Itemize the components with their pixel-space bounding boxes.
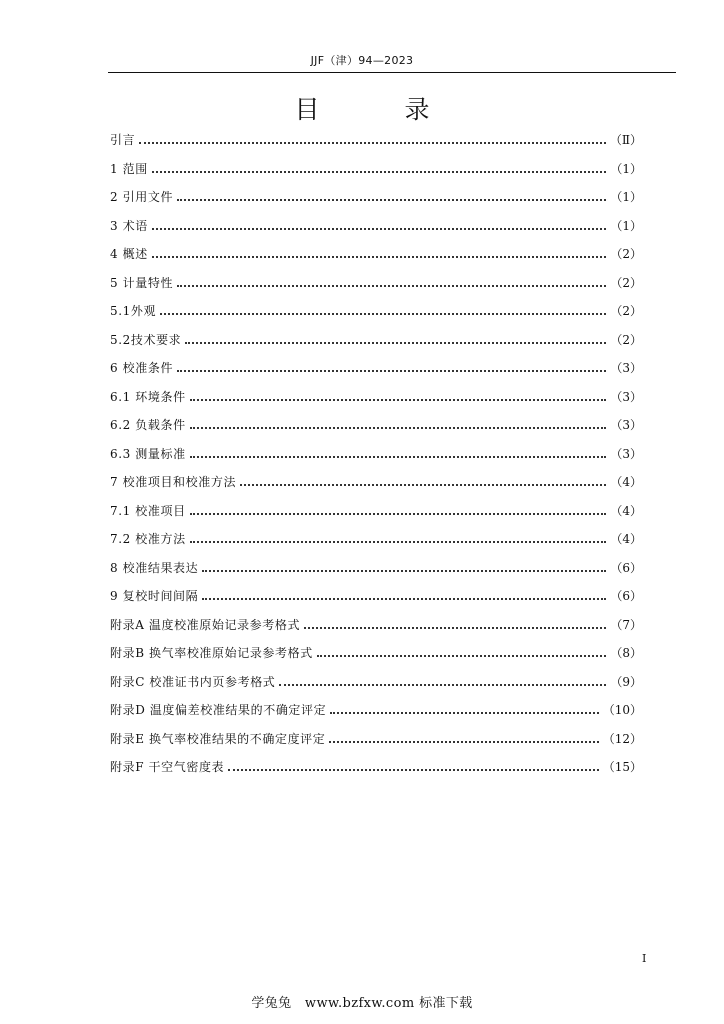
toc-entry[interactable] xyxy=(110,696,642,725)
toc-dot-leader xyxy=(160,313,606,315)
toc-entry[interactable] xyxy=(110,554,642,583)
toc-entry-label: 7.1 校准项目 xyxy=(110,503,186,518)
toc-entry[interactable] xyxy=(110,468,642,497)
toc-entry[interactable] xyxy=(110,126,642,155)
toc-entry-label: 7 校准项目和校准方法 xyxy=(110,475,237,489)
toc-entry-label: 6 校准条件 xyxy=(110,361,174,375)
toc-entry-page: （6） xyxy=(610,560,642,575)
toc-entry-page: （7） xyxy=(610,617,642,632)
toc-dot-leader xyxy=(139,142,606,144)
toc-entry-page: （3） xyxy=(610,418,642,432)
toc-entry-page: （1） xyxy=(610,161,642,176)
toc-dot-leader xyxy=(330,712,598,714)
toc-entry-page: （4） xyxy=(610,475,642,489)
toc-dot-leader xyxy=(190,427,607,429)
toc-entry-page: （12） xyxy=(602,731,642,746)
toc-entry-label: 引言 xyxy=(110,133,136,147)
toc-entry-page: （1） xyxy=(610,190,642,204)
toc-entry-page: （3） xyxy=(610,361,642,375)
toc-entry-page: （2） xyxy=(610,332,642,347)
running-header: JJF（津）94—2023 xyxy=(310,54,414,67)
toc-entry-page: （2） xyxy=(610,304,642,318)
toc-entry[interactable] xyxy=(110,297,642,326)
toc-dot-leader xyxy=(279,684,606,686)
toc-entry[interactable] xyxy=(110,668,642,697)
toc-entry-label: 6.2 负载条件 xyxy=(110,418,186,432)
toc-entry[interactable] xyxy=(110,212,642,241)
toc-entry[interactable] xyxy=(110,183,642,212)
toc-entry-label: 1 范围 xyxy=(110,161,148,176)
toc-entry-label: 6.3 测量标准 xyxy=(110,446,186,461)
toc-entry-page: （9） xyxy=(610,674,642,689)
toc-entry-page: （4） xyxy=(610,503,642,518)
toc-entry-page: （3） xyxy=(610,446,642,461)
toc-dot-leader xyxy=(240,484,606,486)
toc-dot-leader xyxy=(152,228,607,230)
toc-entry-page: （6） xyxy=(610,589,642,603)
toc-entry-page: （1） xyxy=(610,218,642,233)
toc-entry[interactable] xyxy=(110,525,642,554)
toc-dot-leader xyxy=(185,342,606,344)
toc-entry-label: 3 术语 xyxy=(110,218,148,233)
toc-entry[interactable] xyxy=(110,725,642,754)
toc-entry-label: 附录A 温度校准原始记录参考格式 xyxy=(110,617,301,632)
toc-entry-label: 附录C 校准证书内页参考格式 xyxy=(110,674,276,689)
toc-entry-page: （2） xyxy=(610,247,642,261)
toc-entry-page: （10） xyxy=(602,703,642,717)
toc-entry-label: 附录B 换气率校准原始记录参考格式 xyxy=(110,646,313,660)
toc-dot-leader xyxy=(202,598,606,600)
toc-entry[interactable] xyxy=(110,411,642,440)
toc-entry-label: 5 计量特性 xyxy=(110,275,174,290)
toc-entry[interactable] xyxy=(110,639,642,668)
toc-dot-leader xyxy=(317,655,607,657)
toc-dot-leader xyxy=(228,769,599,771)
toc-entry-label: 8 校准结果表达 xyxy=(110,560,199,575)
toc-entry-label: 6.1 环境条件 xyxy=(110,389,186,404)
toc-dot-leader xyxy=(202,570,606,572)
toc-entry[interactable] xyxy=(110,240,642,269)
toc-dot-leader xyxy=(190,399,607,401)
toc-entry[interactable] xyxy=(110,582,642,611)
toc-entry-label: 7.2 校准方法 xyxy=(110,532,186,546)
toc-entry[interactable] xyxy=(110,269,642,298)
toc-dot-leader xyxy=(190,541,607,543)
toc-entry-label: 4 概述 xyxy=(110,247,148,261)
header-divider xyxy=(108,72,676,73)
toc-dot-leader xyxy=(177,285,606,287)
toc-entry-page: （4） xyxy=(610,532,642,546)
footer-watermark: 学兔兔 www.bzfxw.com 标准下载 xyxy=(251,996,473,1011)
toc-entry-page: （2） xyxy=(610,275,642,290)
toc-entry-label: 附录F 干空气密度表 xyxy=(110,760,225,774)
toc-dot-leader xyxy=(177,370,606,372)
toc-dot-leader xyxy=(152,256,607,258)
toc-entry-label: 附录E 换气率校准结果的不确定度评定 xyxy=(110,731,326,746)
toc-entry[interactable] xyxy=(110,497,642,526)
toc-dot-leader xyxy=(329,741,598,743)
toc-entry-page: （8） xyxy=(610,646,642,660)
toc-entry[interactable] xyxy=(110,440,642,469)
toc-entry-label: 附录D 温度偏差校准结果的不确定评定 xyxy=(110,703,327,717)
toc-dot-leader xyxy=(177,199,606,201)
toc-entry[interactable] xyxy=(110,155,642,184)
toc-entry-page: （15） xyxy=(602,760,642,774)
toc-entry[interactable] xyxy=(110,354,642,383)
toc-entry-page: （Ⅱ） xyxy=(609,133,642,147)
toc-entry-label: 5.2技术要求 xyxy=(110,332,182,347)
toc-entry-page: （3） xyxy=(610,389,642,404)
toc-entry-label: 9 复校时间间隔 xyxy=(110,589,199,603)
toc-entry-label: 5.1外观 xyxy=(110,304,157,318)
toc-entry[interactable] xyxy=(110,383,642,412)
toc-dot-leader xyxy=(190,456,607,458)
table-of-contents xyxy=(110,126,642,782)
page-title: 目 录 xyxy=(294,95,460,124)
toc-entry[interactable] xyxy=(110,753,642,782)
toc-entry[interactable] xyxy=(110,611,642,640)
toc-dot-leader xyxy=(152,171,607,173)
toc-entry[interactable] xyxy=(110,326,642,355)
toc-entry-label: 2 引用文件 xyxy=(110,190,174,204)
page-number: I xyxy=(642,952,647,965)
toc-dot-leader xyxy=(190,513,607,515)
toc-dot-leader xyxy=(304,627,606,629)
